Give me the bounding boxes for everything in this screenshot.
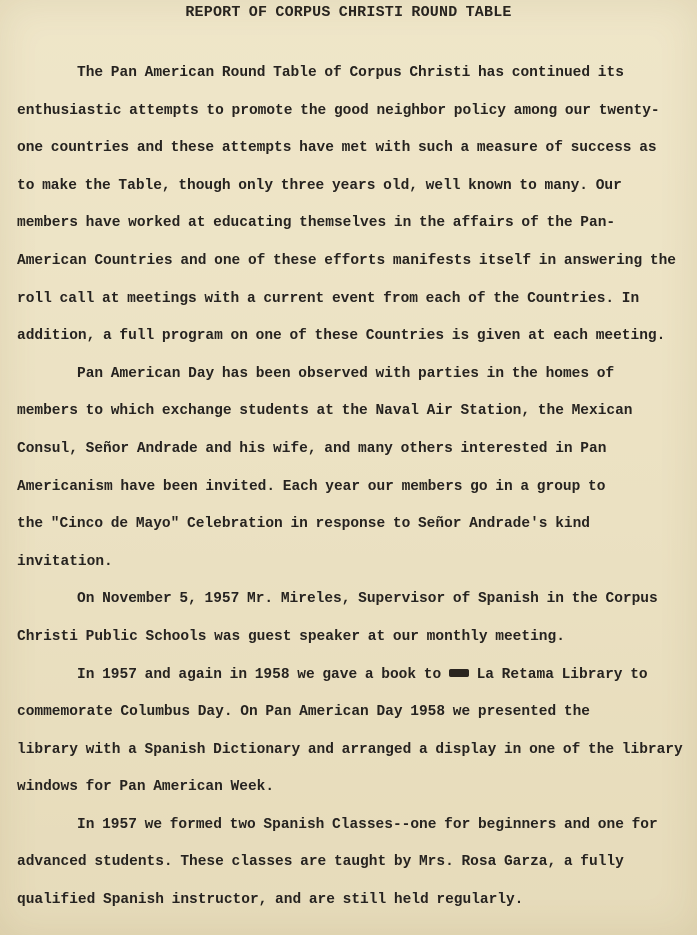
document-body	[17, 55, 685, 920]
typed-strikeout-mark	[449, 669, 469, 677]
text-line: Consul, Señor Andrade and his wife, and many others interested in Pan	[17, 440, 607, 457]
text-line: members to which exchange students at the Naval Air Station, the Mexican	[17, 403, 633, 420]
text-line: qualified Spanish instructor, and are still held regularly.	[17, 892, 524, 909]
text-segment: La Retama Library to	[476, 666, 648, 683]
text-line: Pan American Day has been observed with parties in the homes of	[77, 365, 615, 382]
text-line: library with a Spanish Dictionary and arranged a display in one of the library	[17, 741, 683, 758]
text-line: enthusiastic attempts to promote the good neighbor policy among our twenty-	[17, 102, 660, 119]
text-line: Americanism have been invited. Each year our members go in a group to	[17, 478, 606, 495]
text-line: American Countries and one of these efforts manifests itself in answering the	[17, 252, 677, 269]
text-line: addition, a full program on one of these Countries is given at each meeting.	[17, 328, 666, 345]
text-line: to make the Table, though only three years old, well known to many. Our	[17, 177, 622, 194]
text-line: members have worked at educating themselves in the affairs of the Pan-	[17, 215, 616, 232]
text-line: roll call at meetings with a current event from each of the Countries. In	[17, 290, 640, 307]
text-line: Christi Public Schools was guest speaker at our monthly meeting.	[17, 628, 565, 645]
text-line: The Pan American Round Table of Corpus Christi has continued its	[77, 65, 624, 81]
text-line: one countries and these attempts have met with such a measure of success as	[17, 140, 657, 157]
text-line: invitation.	[17, 553, 113, 570]
document-title: REPORT OF CORPUS CHRISTI ROUND TABLE	[185, 4, 512, 21]
text-line: In 1957 we formed two Spanish Classes--one for beginners and one for	[77, 816, 658, 833]
text-line: windows for Pan American Week.	[17, 779, 275, 796]
text-line: On November 5, 1957 Mr. Mireles, Supervisor of Spanish in the Corpus	[77, 591, 658, 608]
text-line: the "Cinco de Mayo" Celebration in response to Señor Andrade's kind	[17, 516, 590, 533]
text-line: commemorate Columbus Day. On Pan American Day 1958 we presented the	[17, 704, 590, 721]
text-segment: In 1957 and again in 1958 we gave a book to	[77, 666, 442, 683]
text-line-with-strikeout	[17, 657, 685, 695]
text-line: advanced students. These classes are taught by Mrs. Rosa Garza, a fully	[17, 854, 624, 871]
